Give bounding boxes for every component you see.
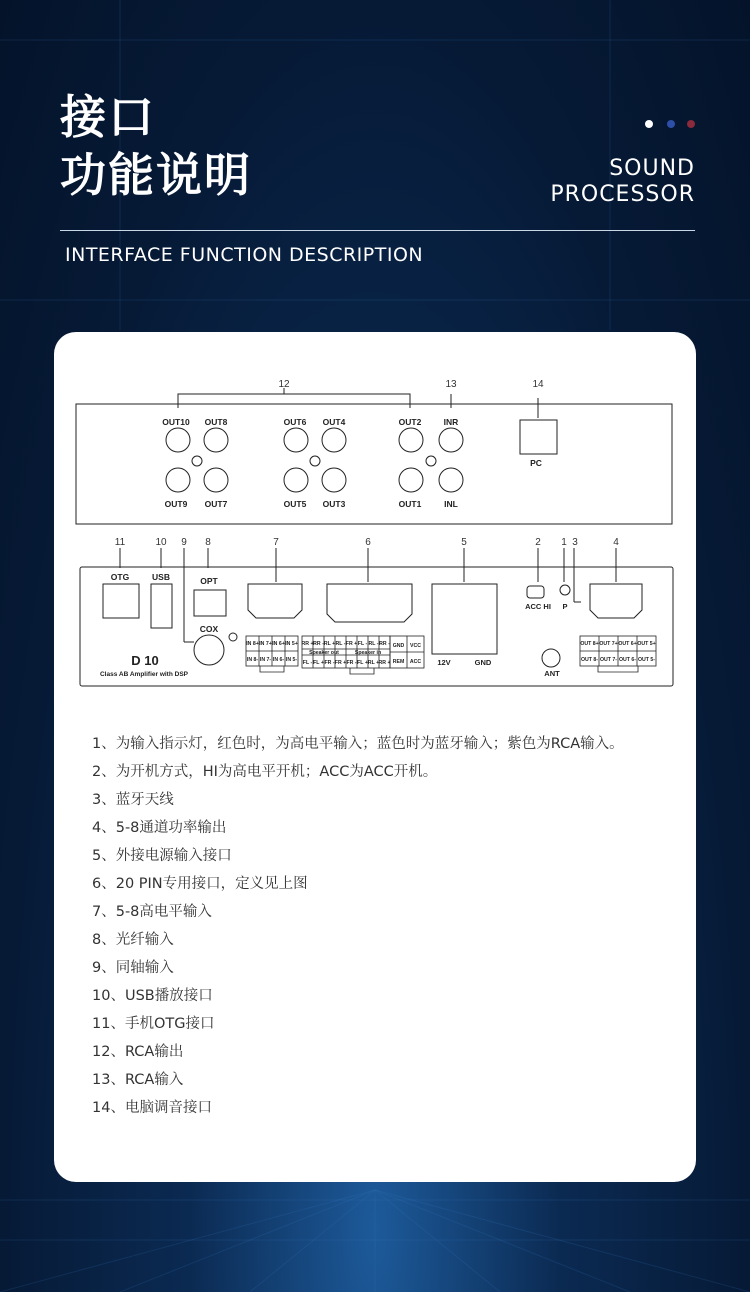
callout-6: 6 bbox=[365, 537, 371, 548]
rca-jack-out9 bbox=[166, 468, 190, 492]
label-p: P bbox=[562, 602, 568, 611]
callout-4: 4 bbox=[613, 537, 619, 548]
model-name: D 10 bbox=[131, 653, 159, 668]
description-item: 4、5-8通道功率输出 bbox=[92, 820, 227, 836]
interface-diagram bbox=[54, 332, 696, 712]
terminal-label: IN 6- bbox=[272, 657, 285, 663]
label-inr: INR bbox=[443, 417, 459, 427]
label-out9: OUT9 bbox=[164, 499, 188, 509]
content-card bbox=[54, 332, 696, 1182]
rca-jack-out2 bbox=[399, 428, 423, 452]
indicator-hole bbox=[310, 456, 320, 466]
terminal-label: OUT 5- bbox=[637, 657, 656, 663]
label-out8: OUT8 bbox=[204, 417, 228, 427]
terminal-label: RR - bbox=[313, 641, 324, 647]
terminal-label: RR - bbox=[379, 641, 390, 647]
rca-jack-inl bbox=[439, 468, 463, 492]
rca-jack-out1 bbox=[399, 468, 423, 492]
terminal-label: ACC bbox=[409, 659, 422, 665]
callout-11: 11 bbox=[114, 537, 126, 548]
rca-jack-out4 bbox=[322, 428, 346, 452]
rca-jack-out10 bbox=[166, 428, 190, 452]
indicator-hole bbox=[192, 456, 202, 466]
description-item: 2、为开机方式，HI为高电平开机；ACC为ACC开机。 bbox=[92, 764, 438, 780]
terminal-label: RL - bbox=[368, 641, 379, 647]
terminal-label: FL + bbox=[313, 660, 324, 666]
description-item: 1、为输入指示灯，红色时，为高电平输入；蓝色时为蓝牙输入；紫色为RCA输入。 bbox=[92, 736, 624, 752]
power-connector bbox=[432, 584, 497, 654]
description-list bbox=[92, 730, 624, 1122]
label-out7: OUT7 bbox=[204, 499, 228, 509]
callout-3: 3 bbox=[572, 537, 578, 548]
label-gnd: GND bbox=[474, 658, 492, 667]
callout-5: 5 bbox=[461, 537, 467, 548]
description-item: 7、5-8高电平输入 bbox=[92, 904, 212, 920]
callout-7: 7 bbox=[273, 537, 279, 548]
terminal-label: REM bbox=[392, 659, 405, 665]
brand-title bbox=[550, 156, 695, 208]
rca-group-out2-inl bbox=[399, 428, 463, 492]
callout-10: 10 bbox=[155, 537, 167, 548]
callout-8: 8 bbox=[205, 537, 211, 548]
otg-port bbox=[103, 584, 139, 618]
label-pc: PC bbox=[530, 458, 542, 468]
terminal-label: RL + bbox=[367, 660, 380, 666]
label-out3: OUT3 bbox=[322, 499, 346, 509]
callout-13: 13 bbox=[445, 379, 457, 390]
description-item: 11、手机OTG接口 bbox=[92, 1016, 215, 1032]
terminal-label: FR + bbox=[334, 660, 347, 666]
speaker-output-connector bbox=[590, 584, 642, 618]
terminal-label: VCC bbox=[410, 643, 421, 649]
brand-line-1: SOUND bbox=[609, 156, 695, 181]
description-item: 5、外接电源输入接口 bbox=[92, 848, 232, 864]
terminal-label: FL - bbox=[302, 660, 313, 666]
cox-jack bbox=[194, 635, 224, 665]
terminal-label: IN 7- bbox=[259, 657, 272, 663]
rca-jack-inr bbox=[439, 428, 463, 452]
terminal-label: RL - bbox=[335, 641, 346, 647]
description-item: 12、RCA输出 bbox=[92, 1044, 184, 1060]
header-divider bbox=[60, 230, 695, 231]
terminal-label: IN 7+ bbox=[259, 641, 272, 647]
indicator-dot bbox=[687, 120, 695, 128]
terminal-label: IN 5- bbox=[285, 657, 298, 663]
callout-9: 9 bbox=[181, 537, 187, 548]
terminal-label: RL + bbox=[323, 641, 336, 647]
terminal-label: OUT 6+ bbox=[618, 641, 637, 647]
label-otg: OTG bbox=[110, 572, 130, 582]
terminal-label: GND bbox=[392, 643, 405, 649]
title-line-2: 功能说明 bbox=[60, 148, 252, 202]
description-item: 3、蓝牙天线 bbox=[92, 792, 174, 808]
terminal-label: FL + bbox=[357, 660, 368, 666]
opt-port bbox=[194, 590, 226, 616]
terminal-label: Speaker out bbox=[309, 650, 339, 656]
indicator-hole bbox=[426, 456, 436, 466]
label-out4: OUT4 bbox=[322, 417, 346, 427]
label-out1: OUT1 bbox=[398, 499, 422, 509]
rca-jack-out8 bbox=[204, 428, 228, 452]
terminal-label: OUT 8+ bbox=[580, 641, 599, 647]
rca-jack-out3 bbox=[322, 468, 346, 492]
terminal-label: FR - bbox=[346, 660, 357, 666]
terminal-label: IN 8- bbox=[246, 657, 259, 663]
ant-connector bbox=[542, 649, 560, 667]
description-item: 9、同轴输入 bbox=[92, 960, 174, 976]
label-cox: COX bbox=[199, 624, 219, 634]
callout-2: 2 bbox=[535, 537, 541, 548]
terminal-label: FR + bbox=[345, 641, 358, 647]
label-ant: ANT bbox=[544, 669, 560, 678]
terminal-label: RR + bbox=[301, 641, 314, 647]
page-title bbox=[60, 88, 252, 204]
rca-jack-out5 bbox=[284, 468, 308, 492]
acc-hi-switch bbox=[527, 586, 544, 598]
description-item: 6、20 PIN专用接口，定义见上图 bbox=[92, 876, 308, 892]
label-acc-hi: ACC HI bbox=[525, 602, 551, 611]
label-out10: OUT10 bbox=[162, 417, 190, 427]
terminal-label: FL - bbox=[357, 641, 368, 647]
terminal-label: FR - bbox=[324, 660, 335, 666]
pc-port bbox=[520, 420, 557, 454]
usb-port bbox=[151, 584, 172, 628]
rca-jack-out7 bbox=[204, 468, 228, 492]
terminal-label: RR + bbox=[378, 660, 391, 666]
label-out2: OUT2 bbox=[398, 417, 422, 427]
callout-14: 14 bbox=[532, 379, 544, 390]
label-usb: USB bbox=[152, 572, 170, 582]
terminal-label: OUT 7+ bbox=[599, 641, 618, 647]
terminal-label: OUT 7- bbox=[599, 657, 618, 663]
terminal-label: IN 5+ bbox=[285, 641, 298, 647]
indicator-dot bbox=[667, 120, 675, 128]
title-line-1: 接口 bbox=[60, 90, 156, 144]
label-out6: OUT6 bbox=[283, 417, 307, 427]
terminal-label: IN 6+ bbox=[272, 641, 285, 647]
terminal-label: OUT 8- bbox=[580, 657, 599, 663]
description-item: 8、光纤输入 bbox=[92, 932, 174, 948]
power-led bbox=[560, 585, 570, 595]
callout-1: 1 bbox=[561, 537, 567, 548]
terminal-label: IN 8+ bbox=[246, 641, 259, 647]
label-opt: OPT bbox=[200, 576, 218, 586]
cox-led bbox=[229, 633, 237, 641]
brand-line-2: PROCESSOR bbox=[550, 182, 695, 207]
rca-group-out10-out7 bbox=[166, 428, 228, 492]
indicator-dot bbox=[645, 120, 653, 128]
terminal-label: OUT 5+ bbox=[637, 641, 656, 647]
label-12v: 12V bbox=[437, 658, 451, 667]
description-item: 14、电脑调音接口 bbox=[92, 1100, 212, 1116]
page-subtitle: INTERFACE FUNCTION DESCRIPTION bbox=[65, 244, 424, 266]
description-item: 13、RCA输入 bbox=[92, 1072, 184, 1088]
label-out5: OUT5 bbox=[283, 499, 307, 509]
rca-jack-out6 bbox=[284, 428, 308, 452]
pin20-connector bbox=[327, 584, 412, 622]
callout-12: 12 bbox=[278, 379, 290, 390]
hi-level-input-connector bbox=[248, 584, 302, 618]
terminal-label: OUT 6- bbox=[618, 657, 637, 663]
rca-group-out6-out3 bbox=[284, 428, 346, 492]
label-inl: INL bbox=[444, 499, 458, 509]
model-description: Class AB Amplifier with DSP bbox=[99, 671, 189, 678]
description-item: 10、USB播放接口 bbox=[92, 988, 213, 1004]
terminal-label: Speaker in bbox=[354, 650, 382, 656]
